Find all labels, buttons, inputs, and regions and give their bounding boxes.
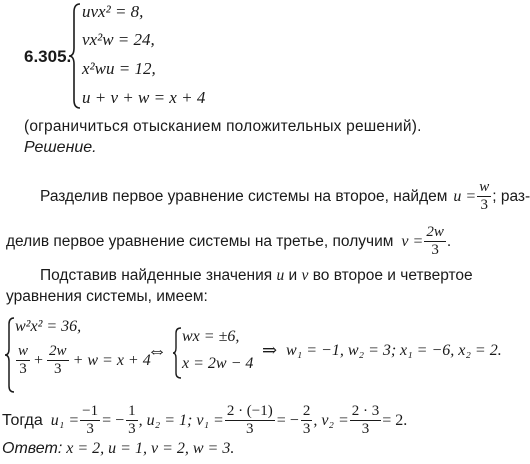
- system-brace: [68, 2, 82, 110]
- v-fraction: [424, 225, 446, 258]
- implies-arrow: ⇒: [262, 340, 278, 360]
- answer-text: x = 2, u = 1, v = 2, w = 3.: [66, 440, 235, 457]
- system-eq-3: x²wu = 12,: [82, 59, 156, 78]
- v-expression: v =: [401, 232, 424, 250]
- v2-frac: [350, 404, 382, 437]
- v2-result: = 2.: [382, 411, 408, 429]
- paragraph-1-tail: ; раз-: [492, 187, 530, 205]
- u-fraction-denominator: 3: [480, 197, 488, 213]
- v1-frac-2-numerator: 2: [302, 403, 311, 419]
- u1-frac-numerator: −1: [82, 403, 99, 419]
- u1-frac-2-denominator: 3: [128, 421, 136, 437]
- v1-equals-neg: = −: [276, 411, 299, 429]
- then-line: [2, 404, 407, 437]
- paragraph-3-text: Подставив найденные значения: [40, 267, 273, 284]
- system-2-eq-2-rest: + w = x + 4: [72, 351, 151, 369]
- system-3-eq-2: x = 2w − 4: [182, 355, 254, 372]
- paragraph-2: [6, 225, 451, 258]
- system-2-frac-2-numerator: 2w: [49, 343, 67, 359]
- system-2-frac-2-denominator: 3: [54, 361, 62, 377]
- v-fraction-numerator: 2w: [426, 224, 444, 240]
- paragraph-3-line-1: [40, 267, 473, 285]
- problem-note: (ограничиться отысканием положительных решений).: [24, 118, 422, 135]
- u1-frac-2: [126, 404, 138, 437]
- solution-heading: Решение.: [24, 139, 97, 156]
- u-fraction: [477, 180, 491, 213]
- u1-frac-2-numerator: 1: [128, 403, 136, 419]
- roots-w: w₁ = −1, w₂ = 3;: [286, 342, 397, 359]
- u1-lhs: u₁ =: [50, 411, 80, 429]
- v1-frac-2: [301, 404, 313, 437]
- system-2-frac-1-numerator: w: [18, 343, 29, 359]
- system-eq-2: vx²w = 24,: [82, 30, 155, 49]
- u-fraction-numerator: w: [479, 179, 490, 195]
- u1-equals-neg: = −: [102, 411, 125, 429]
- then-label: Тогда: [2, 411, 43, 429]
- u2-v1-lhs: , u₂ = 1; v₁ =: [138, 411, 224, 429]
- u-variable: u: [276, 267, 285, 284]
- paragraph-3-text-end: во второе и четвертое: [312, 267, 473, 284]
- paragraph-2-tail: .: [446, 232, 452, 250]
- roots-x: x₁ = −6, x₂ = 2.: [400, 342, 502, 359]
- paragraph-3-line-2: уравнения системы, имеем:: [6, 288, 208, 305]
- system-eq-4: u + v + w = x + 4: [82, 88, 206, 107]
- v1-frac-2-denominator: 3: [302, 421, 311, 437]
- plus-sign: +: [34, 351, 44, 369]
- v2-frac-numerator: 2 · 3: [351, 403, 380, 419]
- system-2-frac-1: [16, 344, 30, 377]
- and-word: и: [288, 267, 298, 284]
- system-2-frac-2: [47, 344, 69, 377]
- system-2-eq-2: [15, 344, 151, 377]
- answer-label: Ответ:: [2, 440, 63, 457]
- system-2-frac-1-denominator: 3: [19, 361, 27, 377]
- answer-line: [2, 440, 234, 458]
- v2-lhs: , v₂ =: [313, 411, 349, 429]
- v-fraction-denominator: 3: [431, 242, 439, 258]
- system-3-brace: [172, 326, 182, 380]
- v1-frac-denominator: 3: [246, 421, 254, 437]
- paragraph-2-text: делив первое уравнение системы на третье, получим: [6, 232, 394, 250]
- v-variable: v: [301, 267, 309, 284]
- system-3-eq-1: wx = ±6,: [182, 328, 240, 345]
- system-eq-1: uvx² = 8,: [82, 2, 144, 21]
- v1-frac: [225, 404, 275, 437]
- u-expression: u =: [453, 187, 477, 205]
- u1-frac: [80, 404, 100, 437]
- paragraph-1-text: Разделив первое уравнение системы на второе, найдем: [40, 187, 448, 205]
- system-2-eq-1: w²x² = 36,: [15, 318, 82, 335]
- paragraph-1: [40, 180, 530, 213]
- v2-frac-denominator: 3: [361, 421, 370, 437]
- equivalence-arrow: ⇔: [147, 340, 167, 362]
- problem-number: 6.305.: [24, 47, 72, 66]
- u1-frac-denominator: 3: [86, 421, 94, 437]
- v1-frac-numerator: 2 · (−1): [226, 403, 273, 419]
